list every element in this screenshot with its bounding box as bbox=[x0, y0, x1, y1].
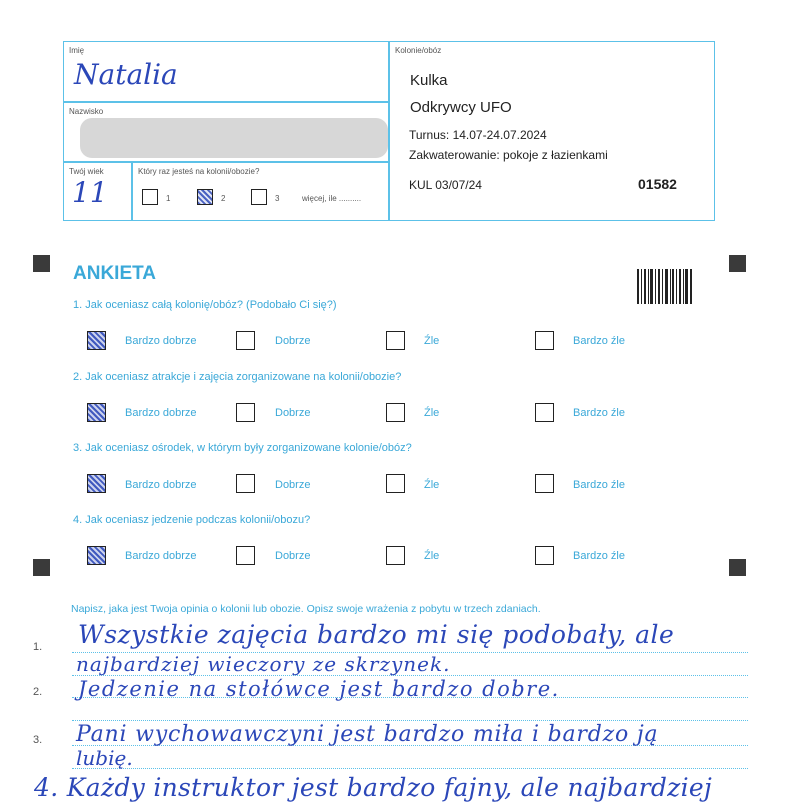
times-checkbox-1[interactable] bbox=[142, 189, 158, 205]
camp-line-2: Odkrywcy UFO bbox=[410, 99, 512, 116]
q1-label-very-bad: Bardzo źle bbox=[573, 335, 625, 347]
line-number-3: 3. bbox=[33, 734, 43, 746]
header-divider bbox=[388, 41, 390, 221]
handwritten-line-3[interactable]: Jedzenie na stołówce jest bardzo dobre. bbox=[78, 677, 560, 701]
q2-label-very-good: Bardzo dobrze bbox=[125, 407, 197, 419]
q1-option-very-good[interactable] bbox=[87, 331, 106, 350]
form-number: 01582 bbox=[638, 176, 677, 192]
times-checkbox-3[interactable] bbox=[251, 189, 267, 205]
q2-option-very-bad[interactable] bbox=[535, 403, 554, 422]
q3-label-very-bad: Bardzo źle bbox=[573, 479, 625, 491]
header-row-divider bbox=[63, 161, 389, 163]
handwritten-line-4[interactable]: Pani wychowawczyni jest bardzo miła i bardzo ją bbox=[76, 722, 659, 747]
q1-label-bad: Źle bbox=[424, 335, 440, 347]
question-1: 1. Jak oceniasz całą kolonię/obóz? (Podobało Ci się?) bbox=[73, 299, 337, 311]
q4-option-bad[interactable] bbox=[386, 546, 405, 565]
line-number-2: 2. bbox=[33, 686, 43, 698]
camp-code: KUL 03/07/24 bbox=[409, 178, 482, 192]
corner-mark bbox=[729, 559, 746, 576]
q4-option-very-good[interactable] bbox=[87, 546, 106, 565]
surname-label: Nazwisko bbox=[69, 107, 104, 116]
q1-option-very-bad[interactable] bbox=[535, 331, 554, 350]
q2-option-very-good[interactable] bbox=[87, 403, 106, 422]
corner-mark bbox=[729, 255, 746, 272]
q4-label-very-bad: Bardzo źle bbox=[573, 550, 625, 562]
header-col-divider bbox=[131, 161, 133, 220]
q4-label-good: Dobrze bbox=[275, 550, 311, 562]
q3-label-bad: Źle bbox=[424, 479, 440, 491]
opinion-prompt: Napisz, jaka jest Twoja opinia o kolonii lub obozie. Opisz swoje wrażenia z pobytu w trzech zdaniach. bbox=[71, 603, 541, 615]
q3-label-good: Dobrze bbox=[275, 479, 311, 491]
surname-redacted bbox=[80, 118, 388, 158]
q4-label-bad: Źle bbox=[424, 550, 440, 562]
handwritten-line-1[interactable]: Wszystkie zajęcia bardzo mi się podobały, ale bbox=[78, 620, 675, 649]
q3-option-good[interactable] bbox=[236, 474, 255, 493]
q2-label-good: Dobrze bbox=[275, 407, 311, 419]
accommodation: Zakwaterowanie: pokoje z łazienkami bbox=[409, 148, 608, 162]
camp-label: Kolonie/obóz bbox=[395, 46, 442, 55]
q3-option-very-bad[interactable] bbox=[535, 474, 554, 493]
turnus: Turnus: 14.07-24.07.2024 bbox=[409, 128, 547, 142]
q2-label-bad: Źle bbox=[424, 407, 440, 419]
answer-line bbox=[72, 768, 748, 769]
q1-label-very-good: Bardzo dobrze bbox=[125, 335, 197, 347]
times-checkbox-2[interactable] bbox=[197, 189, 213, 205]
q2-option-good[interactable] bbox=[236, 403, 255, 422]
q1-option-good[interactable] bbox=[236, 331, 255, 350]
survey-title: ANKIETA bbox=[73, 263, 157, 284]
times-option-1: 1 bbox=[166, 194, 171, 203]
handwritten-line-2[interactable]: najbardziej wieczory ze skrzynek. bbox=[76, 652, 451, 676]
q2-label-very-bad: Bardzo źle bbox=[573, 407, 625, 419]
age-value[interactable]: 11 bbox=[72, 176, 108, 209]
barcode-icon bbox=[637, 269, 692, 304]
corner-mark bbox=[33, 559, 50, 576]
camp-line-1: Kulka bbox=[410, 72, 448, 89]
age-label: Twój wiek bbox=[69, 167, 104, 176]
line-number-1: 1. bbox=[33, 641, 43, 653]
q4-option-good[interactable] bbox=[236, 546, 255, 565]
name-label: Imię bbox=[69, 46, 85, 55]
q3-option-bad[interactable] bbox=[386, 474, 405, 493]
q4-label-very-good: Bardzo dobrze bbox=[125, 550, 197, 562]
question-2: 2. Jak oceniasz atrakcje i zajęcia zorganizowane na kolonii/obozie? bbox=[73, 371, 402, 383]
handwritten-line-5[interactable]: lubię. bbox=[76, 746, 133, 770]
question-4: 4. Jak oceniasz jedzenie podczas kolonii/obozu? bbox=[73, 514, 311, 526]
times-option-3: 3 bbox=[275, 194, 280, 203]
q4-option-very-bad[interactable] bbox=[535, 546, 554, 565]
answer-line bbox=[72, 720, 748, 721]
q3-option-very-good[interactable] bbox=[87, 474, 106, 493]
q2-option-bad[interactable] bbox=[386, 403, 405, 422]
times-label: Który raz jesteś na kolonii/obozie? bbox=[138, 167, 260, 176]
corner-mark bbox=[33, 255, 50, 272]
times-more: więcej, ile .......... bbox=[302, 194, 362, 203]
q1-label-good: Dobrze bbox=[275, 335, 311, 347]
name-value[interactable]: Natalia bbox=[74, 58, 178, 91]
header-row-divider bbox=[63, 101, 389, 103]
q1-option-bad[interactable] bbox=[386, 331, 405, 350]
handwritten-line-6[interactable]: 4. Każdy instruktor jest bardzo fajny, ale najbardziej bbox=[34, 773, 713, 802]
q3-label-very-good: Bardzo dobrze bbox=[125, 479, 197, 491]
times-option-2: 2 bbox=[221, 194, 226, 203]
question-3: 3. Jak oceniasz ośrodek, w którym były zorganizowane kolonie/obóz? bbox=[73, 442, 412, 454]
